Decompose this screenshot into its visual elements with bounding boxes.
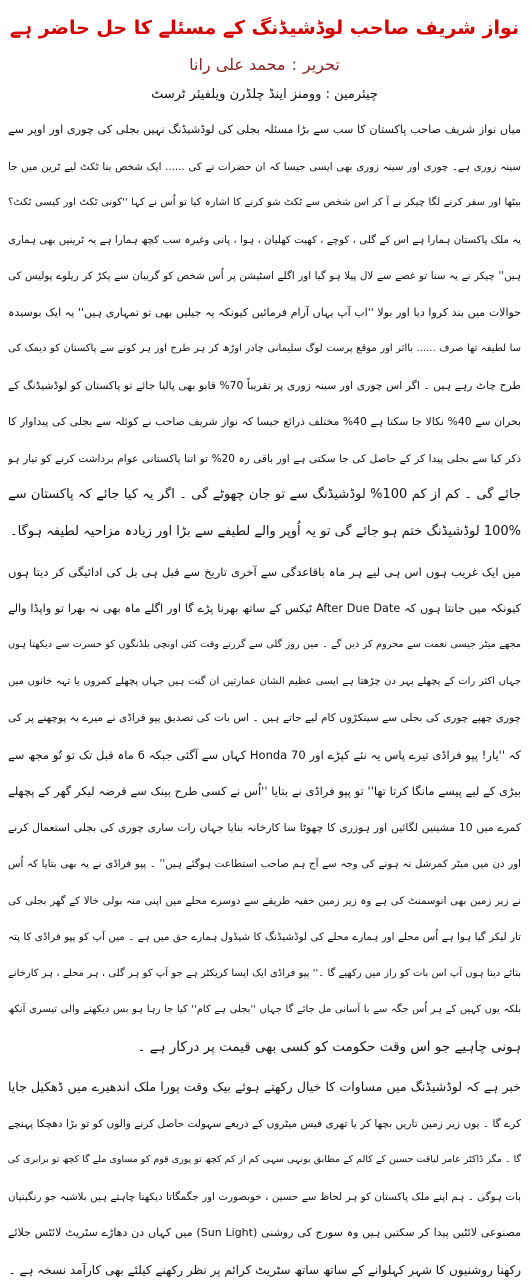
paragraph-line: چوری چھپے چوری کی بجلی سے سینکڑوں کام لیے جاتے ہیں ۔ اس بات کی تصدیق پپو فراڈی نے میرے یہ پوچھنے پر کی [8,700,521,737]
chairman-line: چیئرمین : وومنز اینڈ چلڈرن ویلفیئر ٹرسٹ [8,82,521,108]
paragraph-line: بحران سے 40% نکالا جا سکتا ہے 40% مختلف ذرائع جیسا کہ نواز شریف صاحب نے کوئلہ سے بجلی کی پیداوار کا [8,404,521,441]
paragraph [8,112,521,550]
article-title: نواز شریف صاحب لوڈشیڈنگ کے مسئلے کا حل حاضر ہے [8,10,521,46]
paragraph-line: خبر ہے کہ لوڈشیڈنگ میں مساوات کا خیال رکھتے ہوئے بیک وقت پورا ملک اندھیرے میں ڈھکیل جایا [8,1069,521,1106]
paragraph-line: جہاں اکثر رات کے پچھلے پہر دن چڑھتا ہے ایسی عظیم الشان عمارتیں ان گنت ہیں جہاں پچھلے کمروں یا تہہ خانوں میں [8,664,521,701]
paragraph [8,1069,521,1288]
paragraph-line: کمرے میں 10 مشینیں لگائیں اور ہوزری کا چھوٹا سا کارخانہ بنایا جہاں رات ساری چوری کی بجلی استعمال کرنے [8,810,521,847]
byline-label: تحریر [303,55,340,74]
author-name: محمد علی رانا [189,55,285,74]
paragraph-line: ہیں'' چیکر نے یہ سنا تو غصے سے لال پیلا ہو گیا اور اگلے اسٹیشن پر اُس شخص کو گریبان سے پکڑ کر ریلوے پولیس کی [8,258,521,295]
paragraph-line: تار لیکر گیا ہوا ہے اُس محلے اور ہمارے محلے کی لوڈشیڈنگ کا شیڈول ہمارے حق میں ہے ۔ میں آپ کو پپو فراڈی کا پتہ [8,919,521,956]
paragraph-line: جائے گی ۔ کم از کم 100% لوڈشیڈنگ سے تو جان چھوٹے گی ۔ اگر یہ کیا جائے کہ پاکستان سے [8,477,521,514]
byline-separator: : [292,55,297,74]
paragraph-line: حوالات میں بند کروا دیا اور بولا ''اب آپ یہاں آرام فرمائیں کیونکہ یہ جیلیں بھی تو تمہاری ہیں'' یہ ایک بوسیدہ [8,295,521,332]
paragraph-line: مصنوعی لائٹیں پیدا کر سکتیں ہیں وہ سورج کی روشنی (Sun Light) میں کہاں دن دھاڑے سٹریٹ لائٹس جلائے [8,1215,521,1252]
article-body [8,112,521,1288]
paragraph-line: کرے گا ۔ یوں زیر زمین تاریں بچھا کر یا تھری فیس میٹروں کے ذریعے سہولت حاصل کرنے والوں کو تو بڑا دھچکا پہنچے [8,1106,521,1143]
byline [8,52,521,78]
paragraph-line: ذکر کیا سے بجلی پیدا کر کے حاصل کی جا سکتی ہے اور باقی رہ 20% تو اتنا پاکستانی عوام برداشت کرنے کو تیار ہو [8,441,521,478]
paragraph-line: سا لطیفہ تھا صرف ...... بااثر اور موقع پرست لوگ سلیمانی چادر اوڑھ کر ہر طرح اور ہر کونے سے پاکستان کو دیمک کی [8,331,521,368]
paragraph-line: کیونکہ میں جانتا ہوں کہ After Due Date ٹیکس کے ساتھ بھرنا پڑے گا اور اگلے ماہ بھی نہ بھرا تو واپڈا والے [8,591,521,628]
paragraph-line: اور دن میں میٹر کمرشل نہ ہونے کی وجہ سے آج ہم صاحب استطاعت ہوگئے ہیں'' ۔ پپو فراڈی نے یہ بھی بتایا کہ اُس [8,846,521,883]
paragraph-line: ہونی چاہیے جو اس وقت حکومت کو کسی بھی قیمت پر درکار ہے ۔ [8,1029,521,1066]
paragraph-line: طرح چاٹ رہے ہیں ۔ اگر اس چوری اور سینہ زوری پر تقریباً 70% قابو بھی پالیا جائے تو پاکستان کو لوڈشیڈنگ کے [8,368,521,405]
paragraph-line: بتائے دیتا ہوں آپ اس بات کو راز میں رکھیے گا ۔'' پپو فراڈی ایک ایسا کریکٹر ہے جو آپ کو ہر گلی ، ہر محلے ، ہر کارخانے [8,956,521,993]
paragraph-line: بیٹھا اور سفر کرنے لگا چیکر نے آ کر اس شخص سے ٹکٹ شو کرنے کا اشارہ کیا تو اُس نے کہا ''کونی ٹکٹ اور کیسی ٹکٹ؟ [8,185,521,222]
paragraph-line: 100% لوڈشیڈنگ ختم ہو جائے گی تو یہ اُوپر والے لطیفے سے بڑا اور زیادہ مزاحیہ لطیفہ ہوگا۔ [8,514,521,551]
paragraph-line: مجھے میٹر جیسی نعمت سے محروم کر دیں گے ۔ میں روز گلی سے گزرتے وقت کئی اونچی بلڈنگوں کو حسرت سے دیکھتا ہوں [8,627,521,664]
paragraph [8,554,521,1065]
paragraph-line: یہ ملک پاکستان ہمارا ہے اس کے گلی ، کوچے ، کھیت کھلیان ، ہوا ، پانی وغیرہ سب کچھ ہمارا ہے یہ ٹرینیں بھی ہماری [8,222,521,259]
paragraph-line: سینہ زوری ہے۔ چوری اور سینہ زوری بھی ایسی جیسا کہ ان حضرات نے کی ...... ایک شخص بنا ٹکٹ لیے ٹرین میں جا [8,149,521,186]
paragraph-line: میں ایک غریب ہوں اس ہی لیے ہر ماہ باقاعدگی سے آخری تاریخ سے قبل ہی بل کی ادائیگی کر دیتا ہوں [8,554,521,591]
paragraph-line: بیڑی کے لیے پیسے مانگا کرتا تھا'' تو پپو فراڈی نے بتایا ''اُس نے کسی طرح بینک سے قرضہ لیکر گھر کے پچھلے [8,773,521,810]
paragraph-line: کہ ''یار! پپو فراڈی تیرے پاس یہ نئے کپڑے اور 70 Honda کہاں سے آگئی جبکہ 6 ماہ قبل تک تو تُو مجھ سے [8,737,521,774]
paragraph-line: بات ہوگی ۔ ہم اپنے ملک پاکستان کو ہر لحاظ سے حسین ، خوبصورت اور جگمگاتا دیکھنا چاہتے ہیں بلاشبہ جو رنگینیاں [8,1179,521,1216]
paragraph-line: رکھنا روشنیوں کا شہر کہلوانے کے ساتھ ساتھ سٹریٹ کرائم پر نظر رکھنے کیلئے بھی کارآمد نسخہ ہے ۔ [8,1252,521,1288]
paragraph-line: گا ۔ مگر ڈاکٹر عامر لیاقت حسین کے کالم کے مطابق یونہی سہی کم از کم کچھ تو پوری قوم کو مساوی ملے گا کچھ تو برابری کی [8,1142,521,1179]
paragraph-line: میاں نواز شریف صاحب پاکستان کا سب سے بڑا مسئلہ بجلی کی لوڈشیڈنگ نہیں بجلی کی چوری اور اوپر سے [8,112,521,149]
paragraph-line: نے زیر زمین بھی انوسمنٹ کی ہے وہ زیر زمین خفیہ طریقے سے دوسرے محلے میں اپنی منہ بولی خالا کے گھر بجلی کی [8,883,521,920]
paragraph-line: بلکہ یوں کہیں کے ہر اُس جگہ سے با آسانی مل جائے گا جہاں ''بجلی ہے کام'' کیا جا رہا ہو بس دیکھنے والی تیسری آنکھ [8,992,521,1029]
